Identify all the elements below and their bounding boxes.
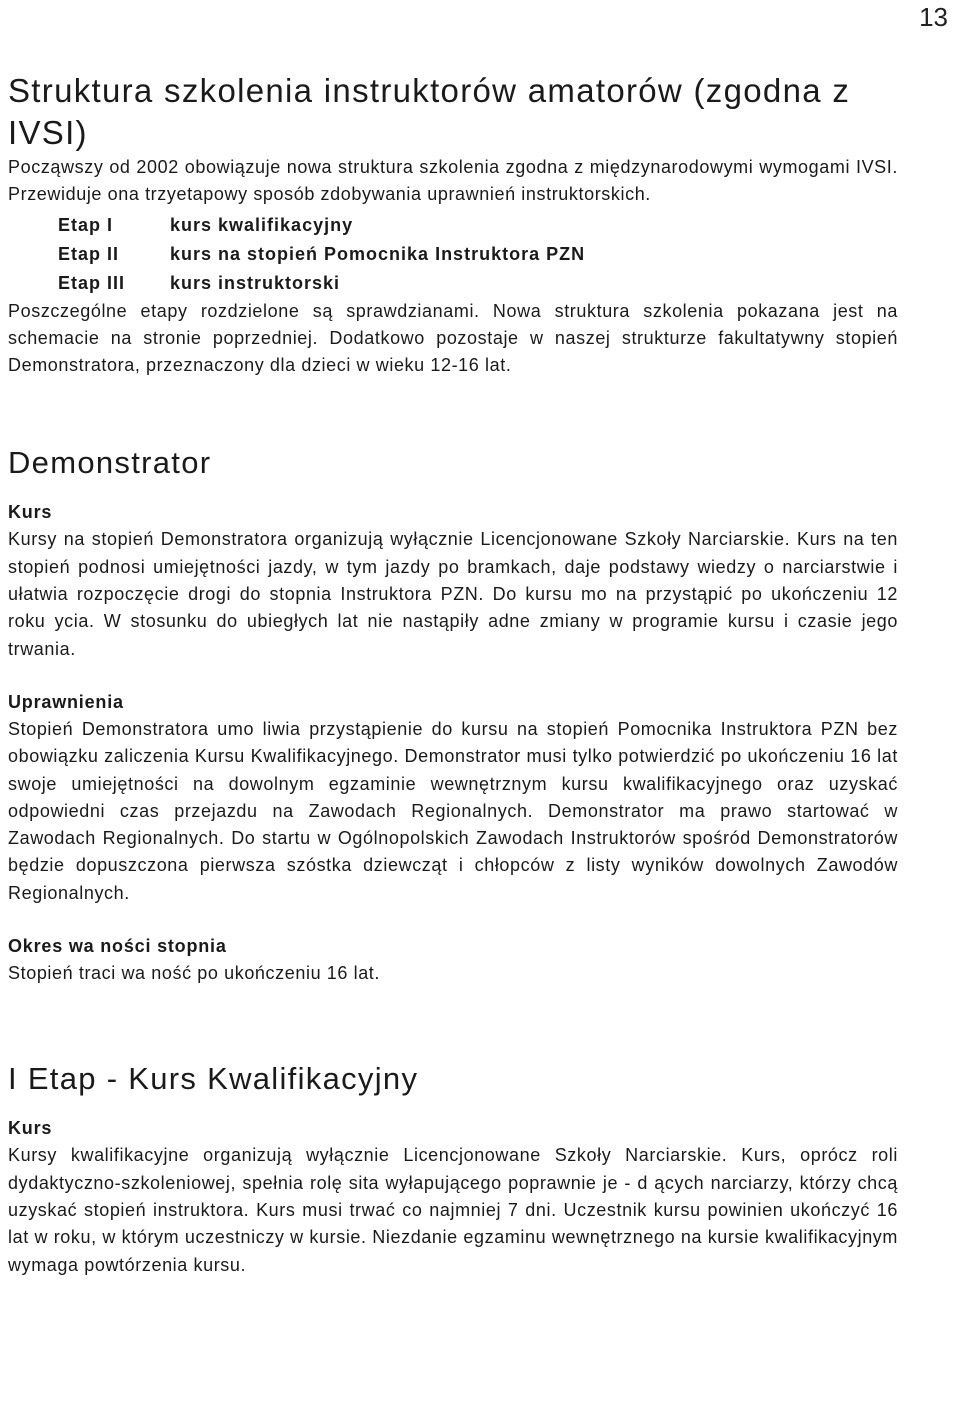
demonstrator-uprawnienia-paragraph: Stopień Demonstratora umo liwia przystąpienie do kursu na stopień Pomocnika Instruktora PZN bez obowiązku zaliczenia Kursu Kwalifikacyjnego. Demonstrator musi tylko potwierdzić po ukończeniu 16 lat swoje umiejętności na dowolnym egzaminie wewnętrznym kursu kwalifikacyjnego oraz uzyskać odpowiedni czas przejazdu na Zawodach Regionalnych. Demonstrator ma prawo startować w Zawodach Regionalnych. Do startu w Ogólnopolskich Zawodach Instruktorów spośród Demonstratorów będzie dopuszczona pierwsza szóstka dziewcząt i chłopców z listy wyników dowolnych Zawodów Regionalnych.: [8, 718, 898, 903]
demonstrator-kurs-paragraph: Kursy na stopień Demonstratora organizują wyłącznie Licencjonowane Szkoły Narciarskie. Kurs na ten stopień podnosi umiejętności jazdy, w tym jazdy po bramkach, daje podstawy wiedzy o narciarstwie i ułatwia rozpoczęcie drogi do stopnia Instruktora PZN. Do kursu mo na przystąpić po ukończeniu 12 roku ycia. W stosunku do ubiegłych lat nie nastąpiły adne zmiany w programie kursu i czasie jego trwania.: [8, 529, 898, 659]
demonstrator-kurs-subheading: Kurs: [8, 502, 53, 523]
stage-name: Etap II: [58, 243, 120, 264]
stage-name: Etap I: [58, 214, 114, 235]
etap1-kurs-paragraph: Kursy kwalifikacyjne organizują wyłącznie Licencjonowane Szkoły Narciarskie. Kurs, oprócz roli dydaktyczno-szkoleniowej, spełnia rolę sita wyłapującego poprawnie je - d ących narciarzy, którzy chcą uzyskać stopień instruktora. Kurs musi trwać co najmniej 7 dni. Uczestnik kursu powinien ukończyć 16 lat w roku, w którym uczestniczy w kursie. Niezdanie egzaminu wewnętrznego na kursie kwalifikacyjnym wymaga powtórzenia kursu.: [8, 1145, 898, 1275]
demonstrator-okres-paragraph: Stopień traci wa ność po ukończeniu 16 lat.: [8, 963, 381, 984]
document-body: [8, 62, 898, 1279]
stage-description: kurs instruktorski: [170, 272, 341, 293]
intro-paragraph: Począwszy od 2002 obowiązuje nowa struktura szkolenia zgodna z międzynarodowymi wymogami IVSI. Przewiduje ona trzyetapowy sposób zdobywania uprawnień instruktorskich.: [8, 157, 898, 205]
page-title: Struktura szkolenia instruktorów amatorów (zgodna z IVSI): [8, 72, 851, 151]
demonstrator-okres-subheading: Okres wa ności stopnia: [8, 936, 227, 957]
stage-description: kurs na stopień Pomocnika Instruktora PZN: [170, 243, 586, 264]
stages-note-paragraph: Poszczególne etapy rozdzielone są sprawdzianami. Nowa struktura szkolenia pokazana jest na schemacie na stronie poprzedniej. Dodatkowo pozostaje w naszej strukturze fakultatywny stopień Demonstratora, przeznaczony dla dzieci w wieku 12-16 lat.: [8, 300, 898, 376]
stage-row: [58, 240, 898, 269]
stage-description: kurs kwalifikacyjny: [170, 214, 354, 235]
stage-row: [58, 211, 898, 240]
stage-row: [58, 269, 898, 298]
page-number: 13: [919, 2, 948, 32]
demonstrator-uprawnienia-subheading: Uprawnienia: [8, 691, 124, 712]
etap1-kurs-subheading: Kurs: [8, 1118, 53, 1139]
etap1-heading: I Etap - Kurs Kwalifikacyjny: [8, 1061, 419, 1097]
stage-name: Etap III: [58, 272, 126, 293]
stages-list: [58, 211, 898, 298]
demonstrator-heading: Demonstrator: [8, 445, 212, 481]
